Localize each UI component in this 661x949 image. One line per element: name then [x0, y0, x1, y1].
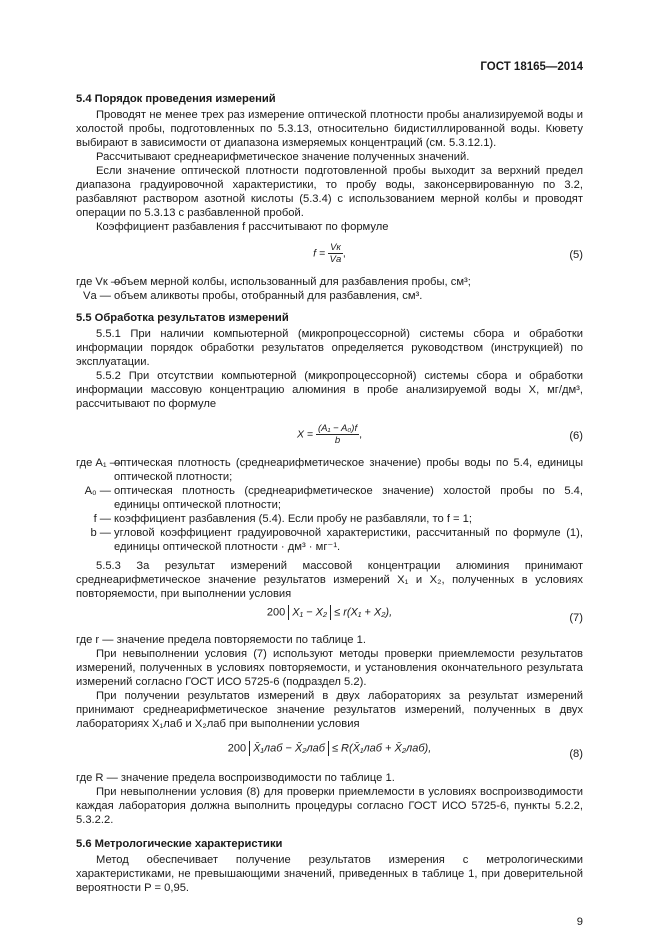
formula-7: 200 X₁ − X₂ ≤ r(X₁ + X₂), (7) — [266, 606, 583, 624]
paragraph: где R — значение предела воспроизводимости по таблице 1. — [76, 772, 395, 784]
denominator: b — [334, 435, 341, 446]
paragraph: Рассчитывают среднеарифметическое значение полученных значений. — [96, 151, 470, 163]
definition: Vа — объем аликвоты пробы, отобранный для разбавления, см³. — [83, 290, 423, 302]
paragraph: Проводят не менее трех раз измерение оптической плотности пробы анализируемой воды и холостой пробы, подготовленных по 5.3.13, относительно бидистиллированной воды. Кювету выбирают в зависимости от диапазона измеряемых концентраций (см. 5.3.12.1). — [76, 109, 583, 149]
paragraph: При получении результатов измерений в двух лабораториях за результат измерений принимают среднеарифметическое значение результатов измерений, полученных в двух лабораториях X₁лаб и X₂лаб при выполнении условия — [76, 690, 583, 730]
page-content — [76, 0, 583, 949]
numerator: (A₁ − A₀)f — [317, 423, 358, 434]
paragraph: Коэффициент разбавления f рассчитывают по формуле — [96, 221, 389, 233]
paragraph: При невыполнении условия (8) для проверки приемлемости в условиях воспроизводимости каждая лаборатория должна выполнить процедуры согласно ГОСТ ИСО 5725-6, пункты 5.2.2, 5.3.2.2. — [76, 786, 583, 826]
formula-number: (5) — [569, 249, 583, 261]
formula-number: (6) — [569, 430, 583, 442]
paragraph: Метод обеспечивает получение результатов измерения с метрологическими характеристиками, не превышающими значений, приведенных в таблице 1, при доверительной вероятности P = 0,95. — [76, 854, 583, 894]
formula-lhs: X = — [296, 428, 314, 441]
formula-8: 200 X̄₁лаб − X̄₂лаб ≤ R(X̄₁лаб + X̄₂лаб), (8) — [227, 742, 583, 760]
formula-5: f = $\frac{Vк}{Vа}$ , (5) — [313, 242, 583, 265]
definition: f — коэффициент разбавления (5.4). Если пробу не разбавляли, то f = 1; — [93, 513, 473, 525]
definition: где Vк — объем мерной колбы, использованный для разбавления пробы, см³; — [76, 276, 471, 288]
definition: A₀ — оптическая плотность (среднеарифметическое значение) холостой пробы по 5.4, единицы оптической плотности; — [84, 485, 583, 511]
paragraph: 5.5.2 При отсутствии компьютерной (микропроцессорной) системы сбора и обработки информации массовую концентрацию алюминия в пробе анализируемой воды X, мг/дм³, рассчитывают по формуле — [76, 370, 583, 410]
section-5-5-title: 5.5 Обработка результатов измерений — [76, 312, 289, 324]
paragraph: 5.5.3 За результат измерений массовой концентрации алюминия принимают среднеарифметическое значение результатов измерений X₁ и X₂, полученных в условиях повторяемости, при выполнении условия — [76, 560, 583, 600]
section-5-6-title: 5.6 Метрологические характеристики — [76, 838, 283, 850]
definition: b — угловой коэффициент градуировочной характеристики, рассчитанный по формуле (1), единицы оптической плотности · дм³ · мг⁻¹. — [90, 527, 583, 553]
paragraph: Если значение оптической плотности подготовленной пробы выходит за верхний предел диапазона градуировочной характеристики, то пробу воды, законсервированную по 3.2, разбавляют раствором азотной кислоты (5.3.4) с использованием мерной колбы и проводят операции по 5.3.13 с разбавленной пробой. — [76, 165, 583, 219]
page-number: 9 — [576, 916, 583, 928]
standard-header: ГОСТ 18165—2014 — [480, 61, 583, 73]
paragraph: где r — значение предела повторяемости по таблице 1. — [76, 634, 366, 646]
formula-lhs: f = — [313, 247, 326, 260]
numerator: Vк — [330, 242, 341, 253]
formula-number: (7) — [569, 612, 583, 624]
denominator: Vа — [329, 254, 342, 265]
formula-number: (8) — [569, 748, 583, 760]
paragraph: 5.5.1 При наличии компьютерной (микропроцессорной) системы сбора и обработки информации порядок обработки результатов определяется руководством (инструкцией) по эксплуатации. — [76, 328, 583, 368]
section-5-4-title: 5.4 Порядок проведения измерений — [76, 93, 276, 105]
definition: где A₁ — оптическая плотность (среднеарифметическое значение) пробы воды по 5.4, единицы оптической плотности; — [76, 457, 583, 483]
formula-6: X = $\frac{\text{(A₁ − A₀)f}}{b}$ , (6) — [296, 423, 583, 446]
paragraph: При невыполнении условия (7) используют методы проверки приемлемости результатов измерений, полученных в условиях повторяемости, и установления окончательного результата измерений согласно ГОСТ ИСО 5725-6 (подраздел 5.2). — [76, 648, 583, 688]
